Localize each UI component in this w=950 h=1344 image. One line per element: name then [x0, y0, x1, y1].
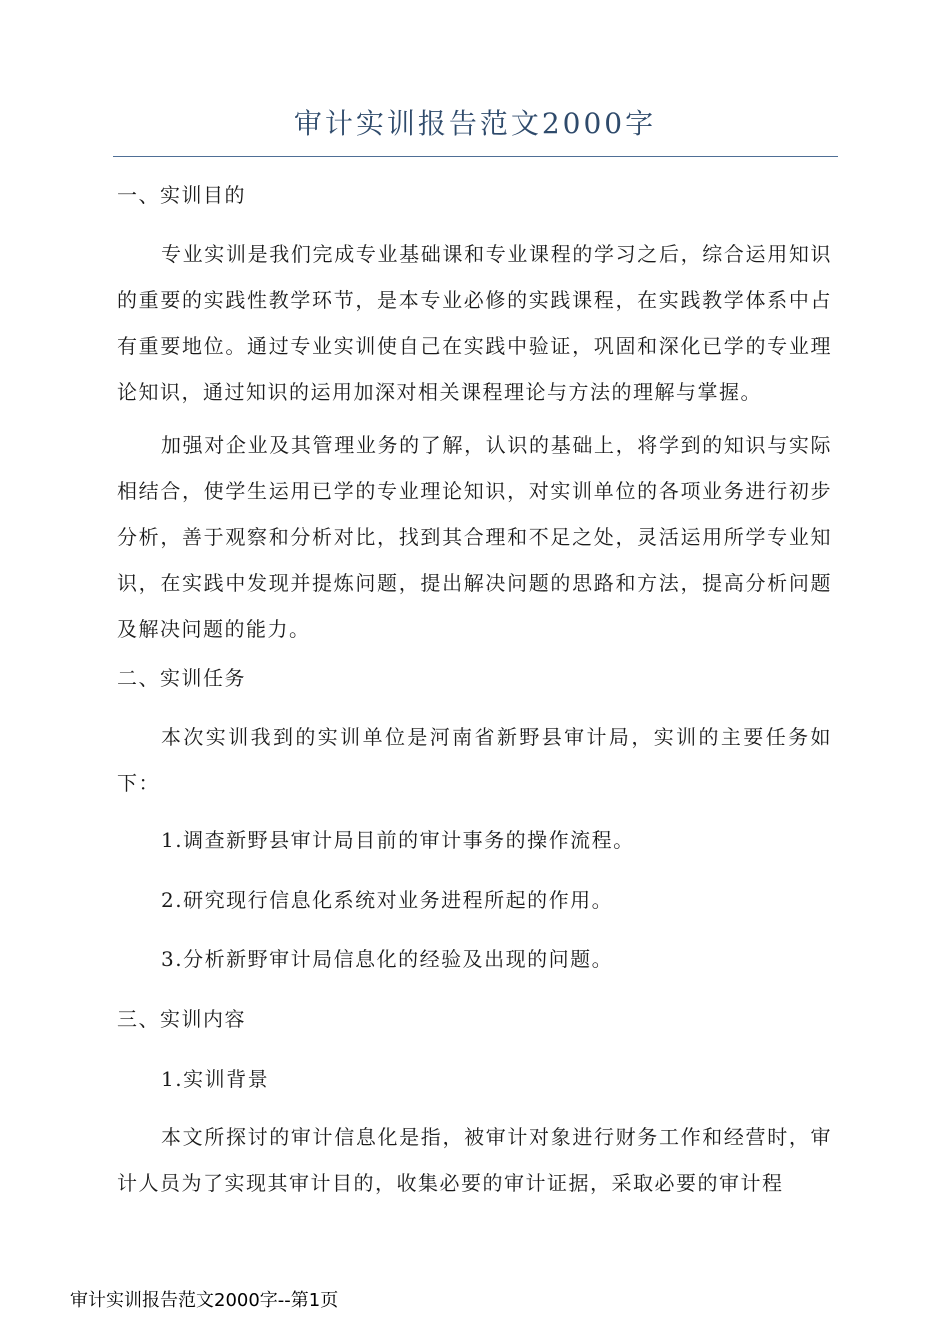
- paragraph-purpose-1: 专业实训是我们完成专业基础课和专业课程的学习之后，综合运用知识的重要的实践性教学环节，是本专业必修的实践课程，在实践教学体系中占有重要地位。通过专业实训使自己在实践中验证，巩固和深化已学的专业理论知识，通过知识的运用加深对相关课程理论与方法的理解与掌握。: [117, 242, 832, 404]
- section-heading-tasks: 二、实训任务: [117, 666, 246, 690]
- paragraph-background: 本文所探讨的审计信息化是指，被审计对象进行财务工作和经营时，审计人员为了实现其审计目的，收集必要的审计证据，采取必要的审计程: [117, 1125, 832, 1195]
- subsection-heading-background: 1.实训背景: [161, 1067, 270, 1091]
- section-heading-content: 三、实训内容: [117, 1007, 246, 1031]
- page-title: 审计实训报告范文2000字: [293, 107, 657, 140]
- task-list-item: 2.研究现行信息化系统对业务进程所起的作用。: [161, 888, 614, 912]
- task-list-item: 3.分析新野审计局信息化的经验及出现的问题。: [161, 947, 614, 971]
- task-list-item: 1.调查新野县审计局目前的审计事务的操作流程。: [161, 828, 635, 852]
- page-footer: 审计实训报告范文2000字--第1页: [70, 1290, 339, 1311]
- paragraph-purpose-2: 加强对企业及其管理业务的了解，认识的基础上，将学到的知识与实际相结合，使学生运用已学的专业理论知识，对实训单位的各项业务进行初步分析，善于观察和分析对比，找到其合理和不足之处，灵活运用所学专业知识，在实践中发现并提炼问题，提出解决问题的思路和方法，提高分析问题及解决问题的能力。: [117, 433, 832, 641]
- section-heading-purpose: 一、实训目的: [117, 183, 246, 207]
- paragraph-tasks-intro: 本次实训我到的实训单位是河南省新野县审计局，实训的主要任务如下：: [117, 725, 832, 795]
- title-divider: [113, 156, 838, 157]
